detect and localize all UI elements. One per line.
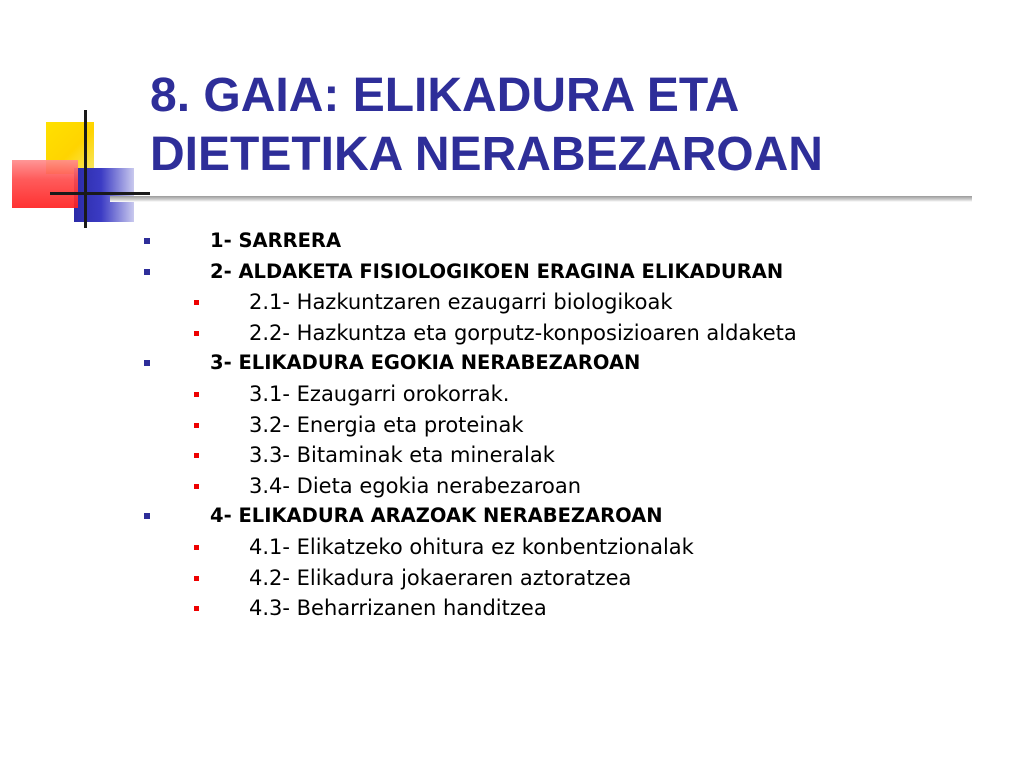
outline-subsection-item: [0, 532, 1024, 563]
slide-title: [150, 66, 990, 184]
outline-subsection-item: [0, 593, 1024, 624]
outline-item-text: 3- ELIKADURA EGOKIA NERABEZAROAN: [210, 351, 641, 375]
outline-item-text: 3.2- Energia eta proteinak: [249, 412, 524, 437]
red-square-bullet-icon: [194, 453, 199, 458]
outline-subsection-item: [0, 563, 1024, 594]
red-square-bullet-icon: [194, 331, 199, 336]
red-square-bullet-icon: [194, 576, 199, 581]
square-bullet-icon: [144, 238, 150, 244]
outline-subsection-item: [0, 471, 1024, 502]
outline-subsection-item: [0, 440, 1024, 471]
title-underline-bar: [110, 196, 972, 202]
outline-section-item: [0, 501, 1024, 532]
logo-vertical-line: [84, 110, 87, 228]
slide-title-line-2: DIETETIKA NERABEZAROAN: [150, 128, 823, 181]
outline-item-text: 2.2- Hazkuntza eta gorputz-konposizioaren aldaketa: [249, 320, 797, 345]
red-square-bullet-icon: [194, 392, 199, 397]
outline-item-text: 3.3- Bitaminak eta mineralak: [249, 443, 555, 468]
outline-item-text: 1- SARRERA: [210, 229, 342, 252]
outline-list: [0, 226, 1024, 624]
outline-subsection-item: [0, 318, 1024, 349]
logo-blue-square: [74, 168, 134, 222]
red-square-bullet-icon: [194, 300, 199, 305]
square-bullet-icon: [144, 360, 150, 366]
outline-item-text: 2- ALDAKETA FISIOLOGIKOEN ERAGINA ELIKADURAN: [210, 259, 784, 283]
outline-section-item: [0, 226, 1024, 257]
outline-subsection-item: [0, 410, 1024, 441]
red-square-bullet-icon: [194, 606, 199, 611]
slide-title-line-1: 8. GAIA: ELIKADURA ETA: [150, 69, 740, 122]
outline-item-text: 3.4- Dieta egokia nerabezaroan: [249, 473, 582, 498]
outline-item-text: 2.1- Hazkuntzaren ezaugarri biologikoak: [249, 290, 673, 315]
outline-item-text: 4.1- Elikatzeko ohitura ez konbentzionalak: [249, 534, 694, 559]
logo-horizontal-line: [50, 192, 150, 195]
red-square-bullet-icon: [194, 423, 199, 428]
outline-item-text: 3.1- Ezaugarri orokorrak.: [249, 381, 510, 406]
outline-item-text: 4- ELIKADURA ARAZOAK NERABEZAROAN: [210, 504, 663, 528]
outline-item-text: 4.3- Beharrizanen handitzea: [249, 596, 547, 621]
outline-subsection-item: [0, 379, 1024, 410]
red-square-bullet-icon: [194, 484, 199, 489]
square-bullet-icon: [144, 269, 150, 275]
square-bullet-icon: [144, 513, 150, 519]
logo-red-square: [12, 160, 78, 208]
outline-subsection-item: [0, 287, 1024, 318]
red-square-bullet-icon: [194, 545, 199, 550]
outline-item-text: 4.2- Elikadura jokaeraren aztoratzea: [249, 565, 632, 590]
outline-section-item: [0, 348, 1024, 379]
outline-section-item: [0, 257, 1024, 288]
decorative-logo: [0, 0, 150, 240]
